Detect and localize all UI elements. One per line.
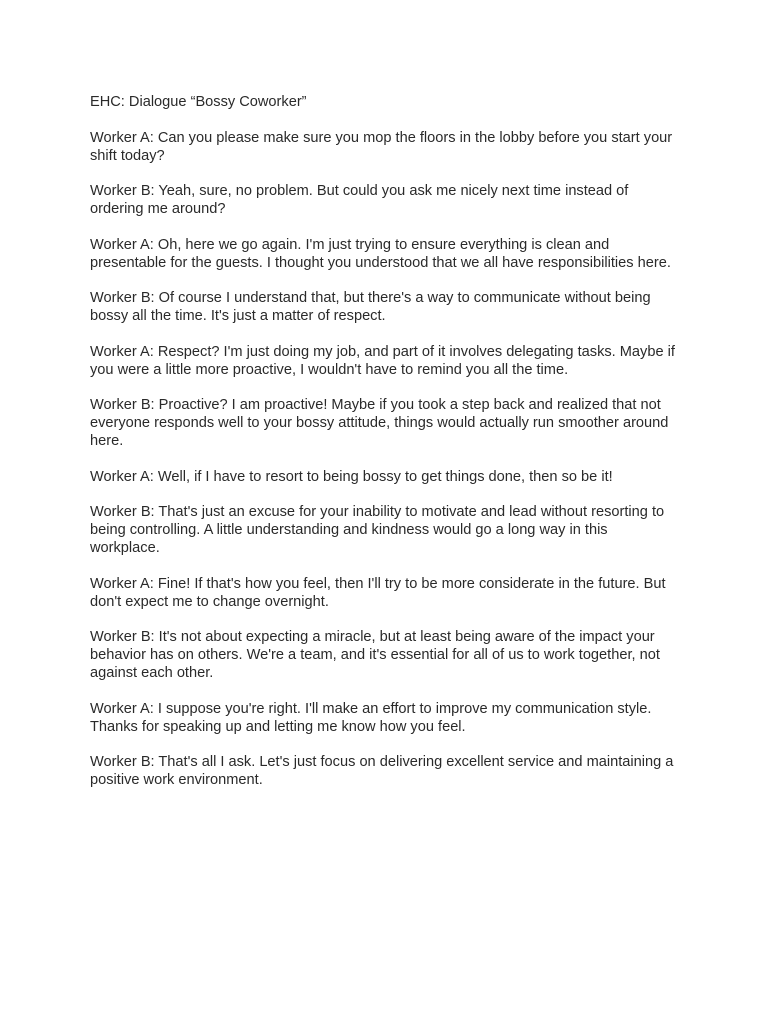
dialogue-paragraph: Worker A: Can you please make sure you mop the floors in the lobby before you start your shift today? xyxy=(90,129,673,164)
dialogue-paragraph: Worker B: Proactive? I am proactive! Maybe if you took a step back and realized that not everyone responds well to your bossy attitude, things would actually run smoother around here. xyxy=(90,397,669,449)
dialogue-paragraph: Worker B: Of course I understand that, but there's a way to communicate without being bossy all the time. It's just a matter of respect. xyxy=(90,290,651,324)
dialogue-paragraph: Worker A: Fine! If that's how you feel, then I'll try to be more considerate in the future. But don't expect me to change overnight. xyxy=(90,575,666,610)
dialogue-paragraph: Worker A: Oh, here we go again. I'm just trying to ensure everything is clean and presentable for the guests. I thought you understood that we all have responsibilities here. xyxy=(90,236,671,271)
dialogue-paragraph: Worker B: That's all I ask. Let's just focus on delivering excellent service and maintaining a positive work environment. xyxy=(90,754,674,788)
document-title: EHC: Dialogue “Bossy Coworker” xyxy=(90,94,307,110)
dialogue-paragraph: Worker B: It's not about expecting a miracle, but at least being aware of the impact your behavior has on others. We're a team, and it's essential for all of us to work together, not against each other. xyxy=(90,629,660,681)
dialogue-paragraph: Worker A: I suppose you're right. I'll make an effort to improve my communication style. Thanks for speaking up and letting me know how you feel. xyxy=(90,700,652,735)
document-body xyxy=(90,93,680,807)
dialogue-paragraph: Worker B: Yeah, sure, no problem. But could you ask me nicely next time instead of ordering me around? xyxy=(90,183,629,217)
dialogue-paragraph: Worker A: Respect? I'm just doing my job, and part of it involves delegating tasks. Maybe if you were a little more proactive, I wouldn't have to remind you all the time. xyxy=(90,343,675,378)
dialogue-paragraph: Worker B: That's just an excuse for your inability to motivate and lead without resorting to being controlling. A little understanding and kindness would go a long way in this workplace. xyxy=(90,504,665,556)
dialogue-paragraph: Worker A: Well, if I have to resort to being bossy to get things done, then so be it! xyxy=(90,468,613,485)
